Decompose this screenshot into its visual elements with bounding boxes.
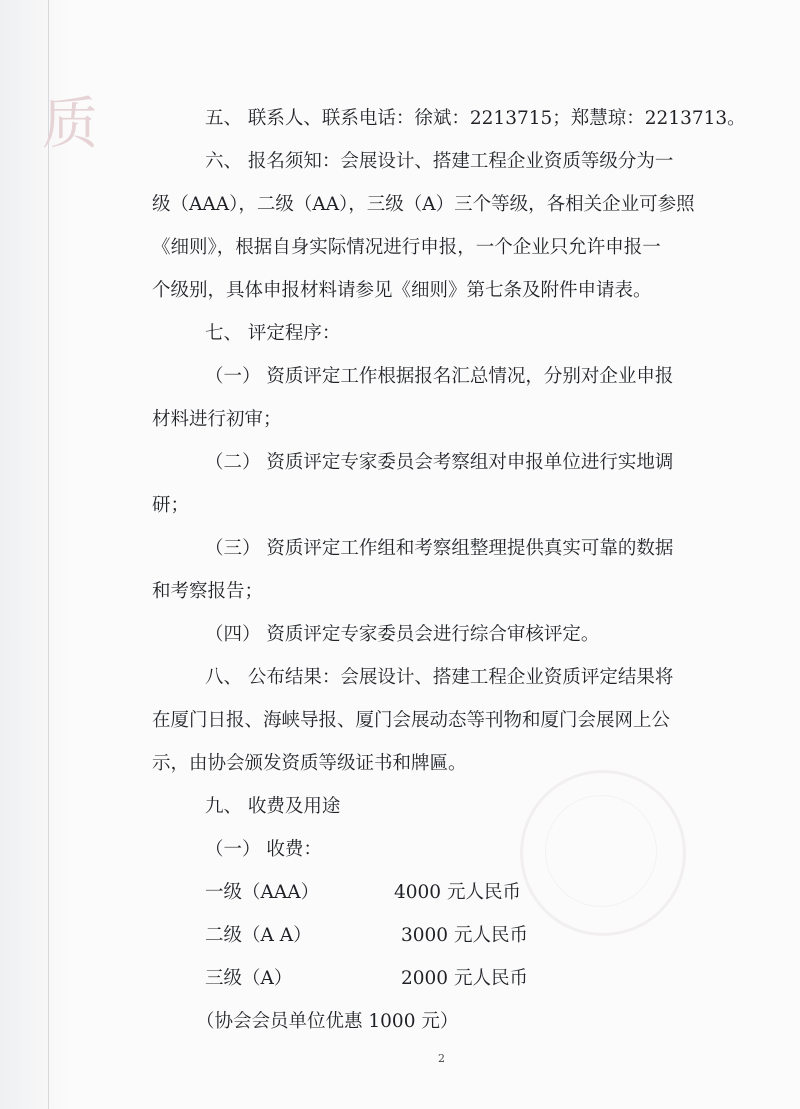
text-line-fees-heading: 九、 收费及用途 [205, 796, 341, 817]
fee-amount-2: 3000 元人民币 [401, 925, 528, 946]
text-line: 个级别，具体申报材料请参见《细则》第七条及附件申请表。 [152, 280, 652, 301]
text-line: 和考察报告； [152, 581, 264, 602]
text-line-step-2: （二） 资质评定专家委员会考察组对申报单位进行实地调 [205, 452, 674, 473]
text-line-step-4: （四） 资质评定专家委员会进行综合审核评定。 [205, 624, 600, 645]
page-number: 2 [438, 1052, 445, 1065]
fee-level-3: 三级（A） [205, 968, 293, 989]
faint-seal-stamp [520, 770, 686, 936]
text-line: 《细则》，根据自身实际情况进行申报，一个企业只允许申报一 [152, 237, 661, 258]
scan-gutter [0, 0, 98, 1109]
text-line-fees-subheading: （一） 收费： [205, 839, 322, 860]
text-line-results-heading: 八、 公布结果：会展设计、搭建工程企业资质评定结果将 [205, 667, 674, 688]
gutter-line [48, 0, 49, 1109]
text-line-registration-heading: 六、 报名须知：会展设计、搭建工程企业资质等级分为一 [205, 151, 674, 172]
text-line: 材料进行初审； [152, 409, 282, 430]
text-line-contact: 五、 联系人、联系电话：徐斌：2213715；郑慧琼：2213713。 [205, 108, 746, 129]
discount-note: （协会会员单位优惠 1000 元） [196, 1011, 459, 1032]
text-line: 在厦门日报、海峡导报、厦门会展动态等刊物和厦门会展网上公 [152, 710, 671, 731]
text-line-step-3: （三） 资质评定工作组和考察组整理提供真实可靠的数据 [205, 538, 674, 559]
text-line-procedure-heading: 七、 评定程序： [205, 323, 341, 344]
text-line: 级（AAA），二级（AA），三级（A）三个等级，各相关企业可参照 [152, 194, 695, 215]
fee-amount-3: 2000 元人民币 [401, 968, 528, 989]
text-line: 示，由协会颁发资质等级证书和牌匾。 [152, 753, 467, 774]
text-line-step-1: （一） 资质评定工作根据报名汇总情况，分别对企业申报 [205, 366, 674, 387]
margin-bleed-through: 质 [42, 92, 98, 157]
fee-amount-1: 4000 元人民币 [394, 882, 521, 903]
fee-level-2: 二级（A A） [205, 925, 312, 946]
text-line: 研； [152, 495, 190, 516]
fee-level-1: 一级（AAA） [205, 882, 320, 903]
